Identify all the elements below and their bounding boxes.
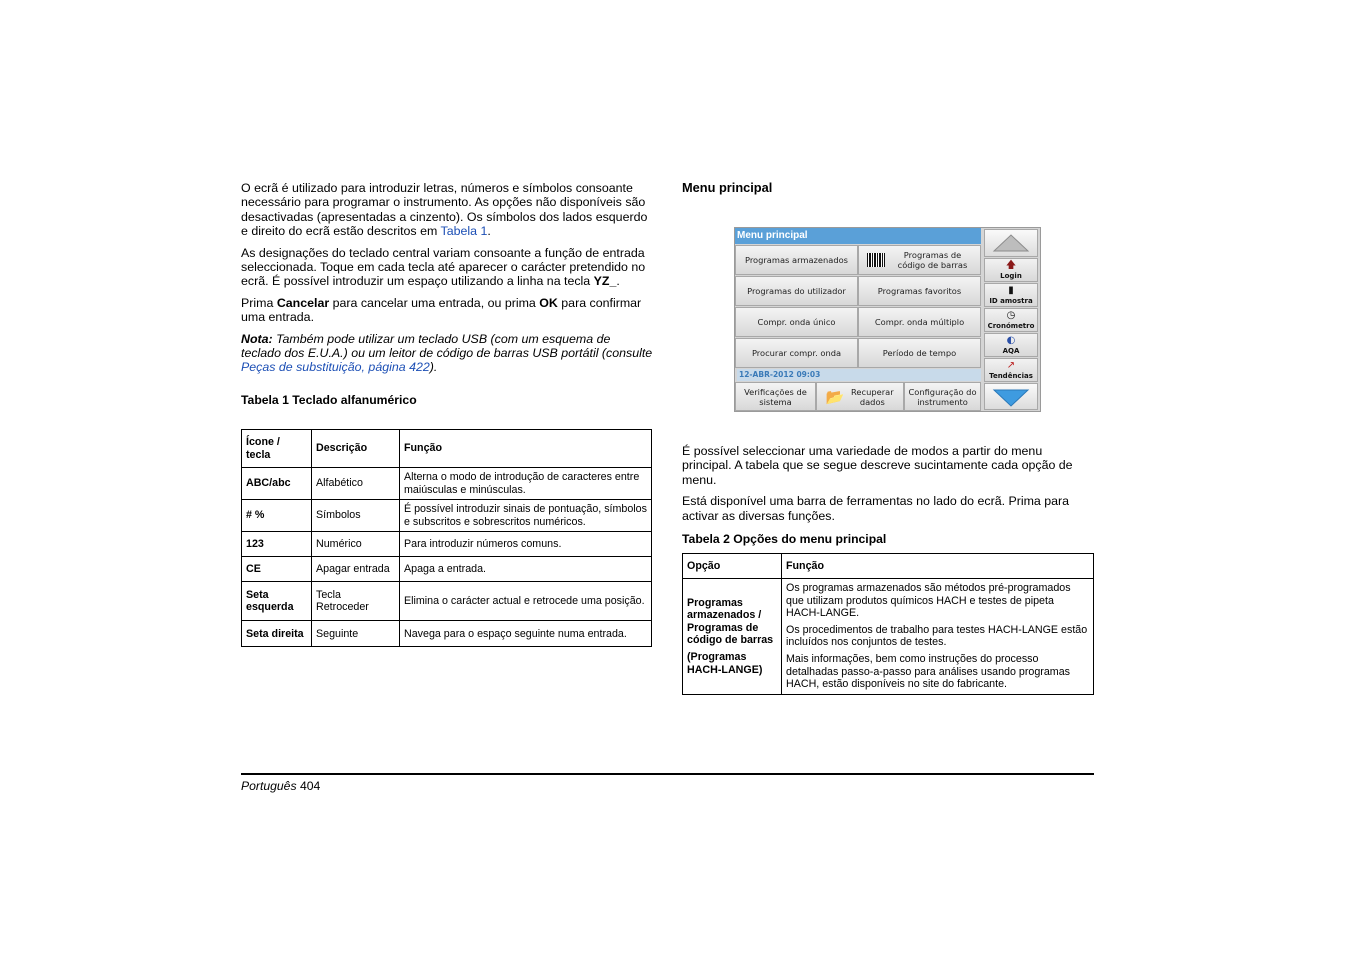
scroll-up-button[interactable] xyxy=(984,229,1038,257)
scroll-down-button[interactable] xyxy=(984,383,1038,410)
note-paragraph: Nota: Também pode utilizar um teclado USB (com um esquema de teclado dos E.U.A.) ou um leitor de código de barras USB portátil (consulte Peças de substituição, página 422). xyxy=(241,331,653,375)
instrument-screen xyxy=(734,227,1041,412)
folder-icon: 📂 xyxy=(825,387,845,406)
configuracao-instrumento-button[interactable]: Configuração do instrumento xyxy=(904,382,981,411)
programas-armazenados-button[interactable]: Programas armazenados xyxy=(735,245,858,275)
programas-utilizador-button[interactable]: Programas do utilizador xyxy=(735,276,858,306)
screen-date: 12-ABR-2012 09:03 xyxy=(737,369,981,381)
cancel-ok-paragraph: Prima Cancelar para cancelar uma entrada, ou prima OK para confirmar uma entrada. xyxy=(241,295,642,325)
tabela-1-link[interactable]: Tabela 1 xyxy=(440,224,488,239)
login-button[interactable]: 🡅 Login xyxy=(984,258,1038,282)
left-column xyxy=(241,181,653,407)
arrow-up-icon xyxy=(985,230,1037,256)
cronometro-button[interactable]: ◷ Cronómetro xyxy=(984,308,1038,332)
recuperar-dados-button[interactable]: 📂 Recuperar dados xyxy=(816,382,904,411)
table-row: ABC/abc Alfabético Alterna o modo de introdução de caracteres entre maiúsculas e minúsculas. xyxy=(242,468,652,500)
toolbar-paragraph: Está disponível uma barra de ferramentas no lado do ecrã. Prima para activar as diversas funções. xyxy=(682,494,1070,523)
aqa-button[interactable]: ◐ AQA xyxy=(984,333,1038,357)
page-number: 404 xyxy=(299,779,321,793)
compr-onda-multiplo-button[interactable]: Compr. onda múltiplo xyxy=(858,307,981,337)
pecas-link[interactable]: Peças de substituição, página 422 xyxy=(241,360,430,375)
main-menu-options-table: Opção Função Programas armazenados / Programas de código de barras (Programas HACH-LANGE) Os programas armazenados são métodos pré-programados que utilizam produtos químicos HACH e testes de pipeta HACH-LANGE. Os procedimentos de trabalho para testes HACH-LANGE estão incluídos nos conjuntos de testes. Mais informações, bem como instruções do processo detalhadas passo-a-passo para análises usando programas HACH, estão disponíveis no site do fabricante. xyxy=(682,553,1094,695)
table-row: # % Símbolos É possível introduzir sinais de pontuação, símbolos e subscritos e sobrescritos numéricos. xyxy=(242,500,652,532)
programas-codigo-barras-button[interactable]: Programas de código de barras xyxy=(858,245,981,275)
screen-toolbar xyxy=(984,228,1040,411)
keyboard-paragraph: As designações do teclado central variam consoante a função de entrada seleccionada. Toque em cada tecla até aparecer o carácter pretendido no ecrã. É possível introduzir um espaço utilizando a linha na tecla YZ_. xyxy=(241,245,646,289)
page-footer: Português 404 xyxy=(241,779,321,793)
right-text-block xyxy=(682,444,1094,546)
table-1-caption: Tabela 1 Teclado alfanumérico xyxy=(241,392,417,407)
alphanumeric-keyboard-table: Ícone / tecla Descrição Função ABC/abc Alfabético Alterna o modo de introdução de caracteres entre maiúsculas e minúsculas. # % Símbolos É possível introduzir sinais de pontuação, símbolos e subscritos e sobrescritos numéricos. 123 Numérico Para introduzir números comuns. CE Apagar entrada Apaga a entrada. Seta esquerda Tecla Retroceder Elimina o carácter actual e retrocede uma posição. Seta direita Seguinte Navega para o espaço seguinte numa entrada. xyxy=(241,429,652,647)
table-row: CE Apagar entrada Apaga a entrada. xyxy=(242,557,652,582)
table-row: Seta esquerda Tecla Retroceder Elimina o carácter actual e retrocede uma posição. xyxy=(242,582,652,621)
menu-principal-heading: Menu principal xyxy=(682,180,773,195)
aqa-icon: ◐ xyxy=(1006,335,1016,346)
timer-icon: ◷ xyxy=(1006,310,1016,321)
footer-divider xyxy=(241,773,1094,775)
table-row: Programas armazenados / Programas de código de barras (Programas HACH-LANGE) Os programas armazenados são métodos pré-programados que utilizam produtos químicos HACH e testes de pipeta HACH-LANGE. Os procedimentos de trabalho para testes HACH-LANGE estão incluídos nos conjuntos de testes. Mais informações, bem como instruções do processo detalhadas passo-a-passo para análises usando programas HACH, estão disponíveis no site do fabricante. xyxy=(683,579,1094,695)
login-arrow-icon: 🡅 xyxy=(1005,260,1017,271)
procurar-compr-onda-button[interactable]: Procurar compr. onda xyxy=(735,338,858,368)
table-2-caption: Tabela 2 Opções do menu principal xyxy=(682,532,887,547)
modes-paragraph: É possível seleccionar uma variedade de modos a partir do menu principal. A tabela que se segue descreve sucintamente cada opção de menu. xyxy=(682,444,1073,487)
arrow-down-icon xyxy=(985,384,1037,409)
id-amostra-button[interactable]: ▮ ID amostra xyxy=(984,283,1038,307)
tendencias-button[interactable]: ↗ Tendências xyxy=(984,358,1038,382)
screen-title: Menu principal xyxy=(735,228,981,244)
table-row: Seta direita Seguinte Navega para o espaço seguinte numa entrada. xyxy=(242,621,652,647)
verificacoes-sistema-button[interactable]: Verificações de sistema xyxy=(735,382,816,411)
barcode-icon xyxy=(867,253,885,267)
intro-paragraph: O ecrã é utilizado para introduzir letras, números e símbolos consoante necessário para programar o instrumento. As opções não disponíveis são desactivadas (apresentadas a cinzento). Os símbolos dos lados esquerdo e direito do ecrã estão descritos em Tabela 1. xyxy=(241,181,648,239)
sample-vial-icon: ▮ xyxy=(1008,285,1014,296)
right-column xyxy=(682,181,1094,195)
periodo-tempo-button[interactable]: Período de tempo xyxy=(858,338,981,368)
trend-chart-icon: ↗ xyxy=(1006,360,1016,371)
programas-favoritos-button[interactable]: Programas favoritos xyxy=(858,276,981,306)
compr-onda-unico-button[interactable]: Compr. onda único xyxy=(735,307,858,337)
table-row: 123 Numérico Para introduzir números comuns. xyxy=(242,532,652,557)
